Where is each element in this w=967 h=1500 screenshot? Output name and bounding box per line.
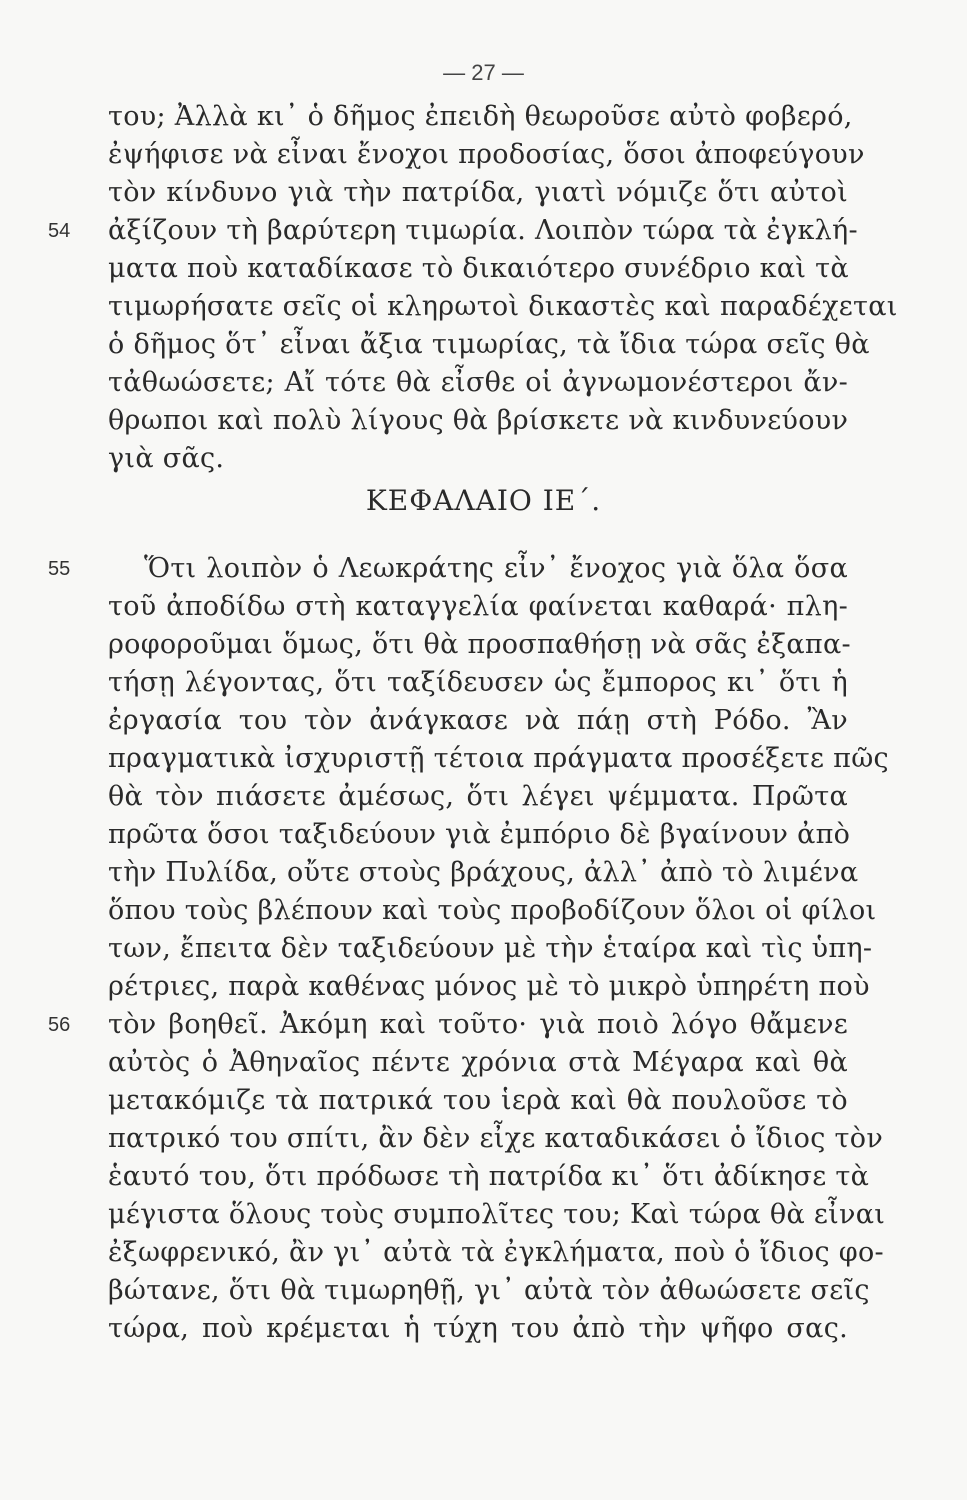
text-line: θὰ τὸν πιάσετε ἀμέσως, ὅτι λέγει ψέμματα. Πρῶτα [108, 781, 848, 812]
text-line: ματα ποὺ καταδίκασε τὸ δικαιότερο συνέδριο καὶ τὰ [108, 253, 849, 284]
text-line: τὸν κίνδυνο γιὰ τὴν πατρίδα, γιατὶ νόμιζε ὅτι αὐτοὶ [108, 177, 848, 208]
text-line: ἐξωφρενικό, ἂν γι᾽ αὐτὰ τὰ ἐγκλήματα, ποὺ ὁ ἴδιος φο- [108, 1237, 884, 1268]
text-line: μέγιστα ὅλους τοὺς συμπολῖτες του; Καὶ τώρα θὰ εἶναι [108, 1199, 886, 1230]
text-line: τήσῃ λέγοντας, ὅτι ταξίδευσεν ὡς ἔμπορος κι᾽ ὅτι ἡ [108, 667, 848, 698]
text-line: πραγματικὰ ἰσχυριστῇ τέτοια πράγματα προσέξετε πῶς [108, 743, 889, 774]
text-line: ἐψήφισε νὰ εἶναι ἔνοχοι προδοσίας, ὅσοι ἀποφεύγουν [108, 139, 865, 170]
text-line: τὸν βοηθεῖ. Ἀκόμη καὶ τοῦτο· γιὰ ποιὸ λόγο θἄμενε [108, 1009, 848, 1040]
text-line: Ὅτι λοιπὸν ὁ Λεωκράτης εἶν᾽ ἔνοχος γιὰ ὅλα ὅσα [144, 553, 848, 584]
text-line: γιὰ σᾶς. [108, 443, 225, 474]
text-line: ὁ δῆμος ὅτ᾽ εἶναι ἄξια τιμωρίας, τὰ ἴδια τώρα σεῖς θὰ [108, 329, 870, 360]
text-line: πατρικό του σπίτι, ἂν δὲν εἶχε καταδικάσει ὁ ἴδιος τὸν [108, 1123, 884, 1154]
text-line: ὅπου τοὺς βλέπουν καὶ τοὺς προβοδίζουν ὅλοι οἱ φίλοι [108, 895, 877, 926]
text-line: τώρα, ποὺ κρέμεται ἡ τύχη του ἀπὸ τὴν ψῆφο σας. [108, 1313, 848, 1344]
text-line: ἀξίζουν τὴ βαρύτερη τιμωρία. Λοιπὸν τώρα τὰ ἐγκλή- [108, 215, 858, 246]
text-line: τιμωρήσατε σεῖς οἱ κληρωτοὶ δικαστὲς καὶ παραδέχεται [108, 291, 898, 322]
text-line: ρέτριες, παρὰ καθένας μόνος μὲ τὸ μικρὸ ὑπηρέτη ποὺ [108, 971, 870, 1002]
text-line: ἐργασία του τὸν ἀνάγκασε νὰ πάῃ στὴ Ρόδο. Ἂν [108, 705, 848, 736]
text-line: τἀθωώσετε; Αἴ τότε θὰ εἶσθε οἱ ἀγνωμονέστεροι ἄν- [108, 367, 848, 398]
text-line: θρωποι καὶ πολὺ λίγους θὰ βρίσκετε νὰ κινδυνεύουν [108, 405, 849, 436]
text-line: τὴν Πυλίδα, οὔτε στοὺς βράχους, ἀλλ᾽ ἀπὸ τὸ λιμένα [108, 857, 859, 888]
margin-section-number: 56 [48, 1014, 71, 1036]
margin-section-number: 55 [48, 558, 71, 580]
text-line: ἑαυτό του, ὅτι πρόδωσε τὴ πατρίδα κι᾽ ὅτι ἀδίκησε τὰ [108, 1161, 870, 1192]
text-line: μετακόμιζε τὰ πατρικά του ἱερὰ καὶ θὰ πουλοῦσε τὸ [108, 1085, 848, 1116]
text-line: ροφοροῦμαι ὅμως, ὅτι θὰ προσπαθήσῃ νὰ σᾶς ἐξαπα- [108, 629, 851, 660]
text-line: του; Ἀλλὰ κι᾽ ὁ δῆμος ἐπειδὴ θεωροῦσε αὐτὸ φοβερό, [108, 101, 853, 132]
page-number: — 27 — [443, 60, 524, 85]
text-line: των, ἔπειτα δὲν ταξιδεύουν μὲ τὴν ἑταίρα καὶ τὶς ὑπη- [108, 933, 873, 964]
text-line: πρῶτα ὅσοι ταξιδεύουν γιὰ ἐμπόριο δὲ βγαίνουν ἀπὸ [108, 819, 851, 850]
text-line: βώτανε, ὅτι θὰ τιμωρηθῇ, γι᾽ αὐτὰ τὸν ἀθωώσετε σεῖς [108, 1275, 870, 1306]
chapter-heading: ΚΕΦΑΛΑΙΟ ΙΕ΄. [365, 484, 602, 517]
text-line: τοῦ ἀποδίδω στὴ καταγγελία φαίνεται καθαρά· πλη- [108, 591, 848, 622]
margin-section-number: 54 [48, 220, 71, 242]
text-line: αὐτὸς ὁ Ἀθηναῖος πέντε χρόνια στὰ Μέγαρα καὶ θὰ [108, 1047, 848, 1078]
